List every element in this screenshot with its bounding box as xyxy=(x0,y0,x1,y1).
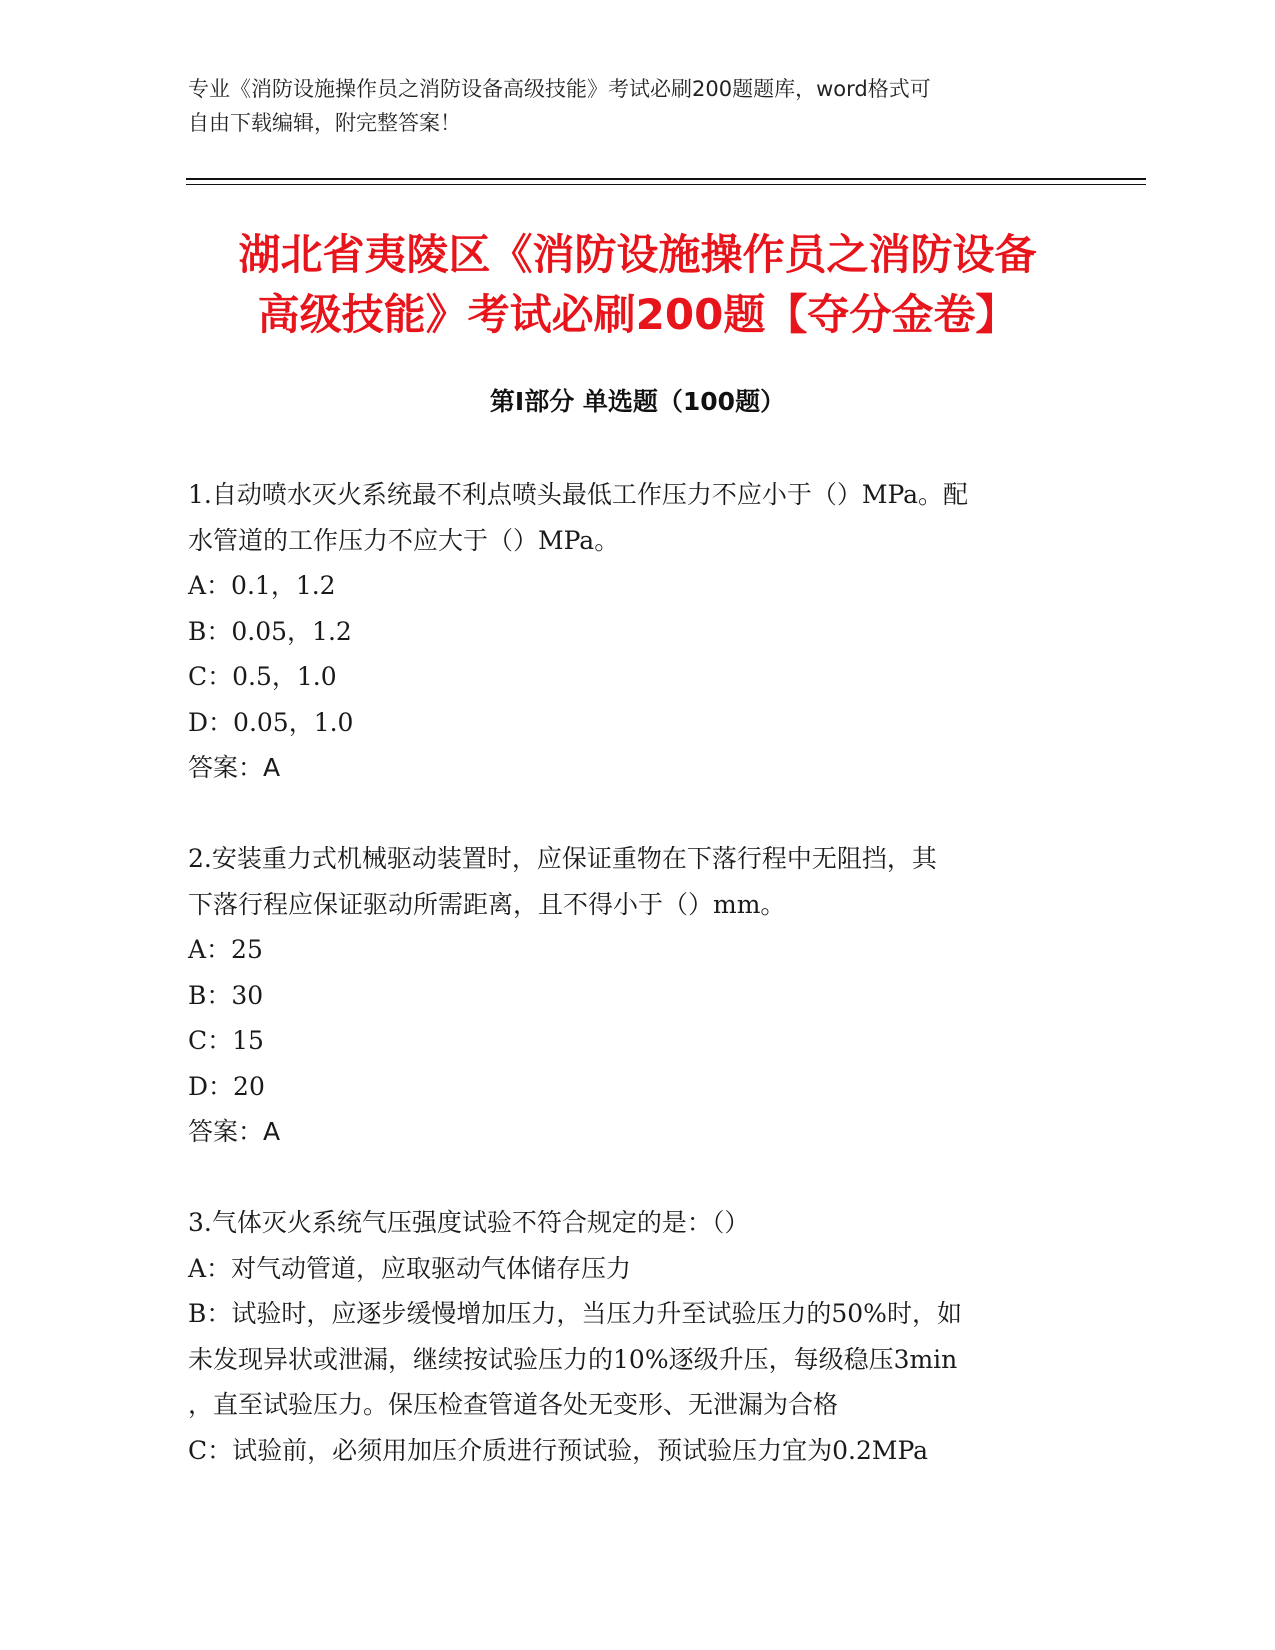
question-1-stem-line-1: 1.自动喷水灭火系统最不利点喷头最低工作压力不应小于（）MPa。配 xyxy=(188,480,969,509)
question-1 xyxy=(188,472,1088,791)
document-title-line-1: 湖北省夷陵区《消防设施操作员之消防设备 xyxy=(238,230,1037,279)
question-3-option-b-line-2: 未发现异状或泄漏，继续按试验压力的10%逐级升压，每级稳压3min xyxy=(188,1344,958,1374)
question-3-option-a: A：对气动管道，应取驱动气体储存压力 xyxy=(188,1253,632,1283)
question-2-option-d: D：20 xyxy=(188,1071,265,1101)
question-1-option-d: D：0.05，1.0 xyxy=(188,707,354,737)
question-3-option-b-line-3: ，直至试验压力。保压检查管道各处无变形、无泄漏为合格 xyxy=(188,1390,839,1419)
header-note-line-1: 专业《消防设施操作员之消防设备高级技能》考试必刷200题题库，word格式可 xyxy=(188,77,931,101)
question-1-answer: 答案：A xyxy=(188,753,281,782)
question-spacer xyxy=(188,791,1088,837)
document-title xyxy=(150,225,1125,345)
header-note xyxy=(188,72,1088,140)
question-1-option-b: B：0.05，1.2 xyxy=(188,616,352,646)
question-3-stem-line-1: 3.气体灭火系统气压强度试验不符合规定的是：（） xyxy=(188,1208,750,1237)
question-spacer xyxy=(188,1155,1088,1201)
header-divider-thin xyxy=(186,184,1146,185)
question-2-stem-line-1: 2.安装重力式机械驱动装置时，应保证重物在下落行程中无阻挡，其 xyxy=(188,844,937,873)
header-divider-thick xyxy=(186,178,1146,180)
question-2-option-c: C：15 xyxy=(188,1026,264,1055)
header-note-line-2: 自由下载编辑，附完整答案！ xyxy=(188,111,461,135)
question-1-option-c: C：0.5，1.0 xyxy=(188,662,337,691)
question-2 xyxy=(188,836,1088,1155)
question-3 xyxy=(188,1200,1088,1473)
question-list xyxy=(188,472,1088,1473)
question-3-option-c: C：试验前，必须用加压介质进行预试验，预试验压力宜为0.2MPa xyxy=(188,1435,929,1465)
question-2-option-b: B：30 xyxy=(188,980,264,1010)
section-heading: 第Ⅰ部分 单选题（100题） xyxy=(489,387,786,416)
question-2-answer: 答案：A xyxy=(188,1117,281,1146)
question-1-option-a: A：0.1，1.2 xyxy=(188,571,336,600)
question-2-stem-line-2: 下落行程应保证驱动所需距离，且不得小于（）mm。 xyxy=(188,889,786,919)
question-2-option-a: A：25 xyxy=(188,935,263,964)
question-3-option-b-line-1: B：试验时，应逐步缓慢增加压力，当压力升至试验压力的50%时，如 xyxy=(188,1299,962,1328)
question-1-stem-line-2: 水管道的工作压力不应大于（）MPa。 xyxy=(188,525,620,555)
document-title-line-2: 高级技能》考试必刷200题【夺分金卷】 xyxy=(257,290,1018,339)
